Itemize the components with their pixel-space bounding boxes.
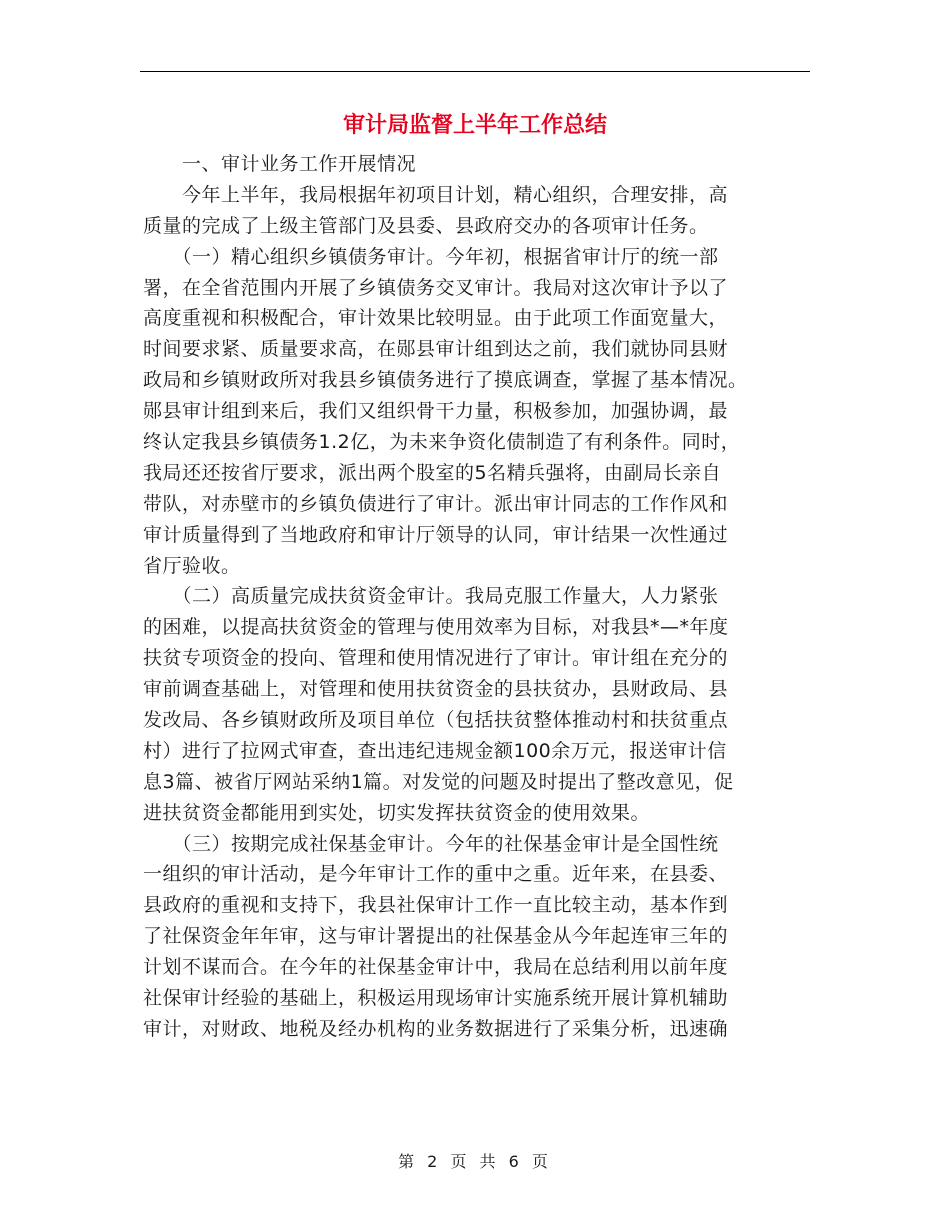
text-line: 扶贫专项资金的投向、管理和使用情况进行了审计。审计组在充分的 — [143, 647, 729, 670]
text-line: 高度重视和积极配合，审计效果比较明显。由于此项工作面宽量大， — [143, 307, 729, 330]
text-line: 署，在全省范围内开展了乡镇债务交叉审计。我局对这次审计予以了 — [143, 276, 729, 299]
text-line: 政局和乡镇财政所对我县乡镇债务进行了摸底调查，掌握了基本情况。 — [143, 369, 748, 392]
text-line: 带队，对赤壁市的乡镇负债进行了审计。派出审计同志的工作作风和 — [143, 492, 729, 515]
text-line: 息3篇、被省厅网站采纳1篇。对发觉的问题及时提出了整改意见，促 — [143, 770, 734, 793]
page-footer: 第 2 页 共 6 页 — [398, 1152, 552, 1171]
text-line: 质量的完成了上级主管部门及县委、县政府交办的各项审计任务。 — [143, 214, 709, 237]
document-body — [143, 149, 823, 1045]
text-line: 县政府的重视和支持下，我县社保审计工作一直比较主动，基本作到 — [143, 894, 729, 917]
text-line: 村）进行了拉网式审查，查出违纪违规金额100余万元，报送审计信 — [143, 739, 727, 762]
text-line: 时间要求紧、质量要求高，在郧县审计组到达之前，我们就协同县财 — [143, 338, 729, 361]
text-line: 了社保资金年年审，这与审计署提出的社保基金从今年起连审三年的 — [143, 925, 729, 948]
text-line: （三）按期完成社保基金审计。今年的社保基金审计是全国性统 — [143, 832, 719, 855]
text-line: 一组织的审计活动，是今年审计工作的重中之重。近年来，在县委、 — [143, 863, 729, 886]
text-line: 一、审计业务工作开展情况 — [143, 153, 417, 175]
text-line: 发改局、各乡镇财政所及项目单位（包括扶贫整体推动村和扶贫重点 — [143, 709, 729, 732]
text-line: 审计，对财政、地税及经办机构的业务数据进行了采集分析，迅速确 — [143, 1017, 729, 1040]
document-title: 审计局监督上半年工作总结 — [342, 113, 607, 138]
text-line: 郧县审计组到来后，我们又组织骨干力量，积极参加，加强协调，最 — [143, 400, 729, 423]
text-line: 审前调查基础上，对管理和使用扶贫资金的县扶贫办，县财政局、县 — [143, 678, 729, 701]
text-line: 我局还还按省厅要求，派出两个股室的5名精兵强将，由副局长亲自 — [143, 461, 722, 484]
text-line: 进扶贫资金都能用到实处，切实发挥扶贫资金的使用效果。 — [143, 801, 651, 824]
text-line: 的困难，以提高扶贫资金的管理与使用效率为目标，对我县*—*年度 — [143, 616, 729, 639]
text-line: 省厅验收。 — [143, 554, 241, 577]
text-line: （二）高质量完成扶贫资金审计。我局克服工作量大，人力紧张 — [143, 585, 719, 608]
text-line: 终认定我县乡镇债务1.2亿，为未来争资化债制造了有利条件。同时， — [143, 431, 741, 454]
text-line: 今年上半年，我局根据年初项目计划，精心组织，合理安排，高 — [143, 183, 729, 206]
text-line: 计划不谋而合。在今年的社保基金审计中，我局在总结利用以前年度 — [143, 956, 729, 979]
text-line: 社保审计经验的基础上，积极运用现场审计实施系统开展计算机辅助 — [143, 987, 729, 1010]
header-rule — [140, 71, 810, 72]
text-line: （一）精心组织乡镇债务审计。今年初，根据省审计厅的统一部 — [143, 245, 719, 268]
text-line: 审计质量得到了当地政府和审计厅领导的认同，审计结果一次性通过 — [143, 523, 729, 546]
